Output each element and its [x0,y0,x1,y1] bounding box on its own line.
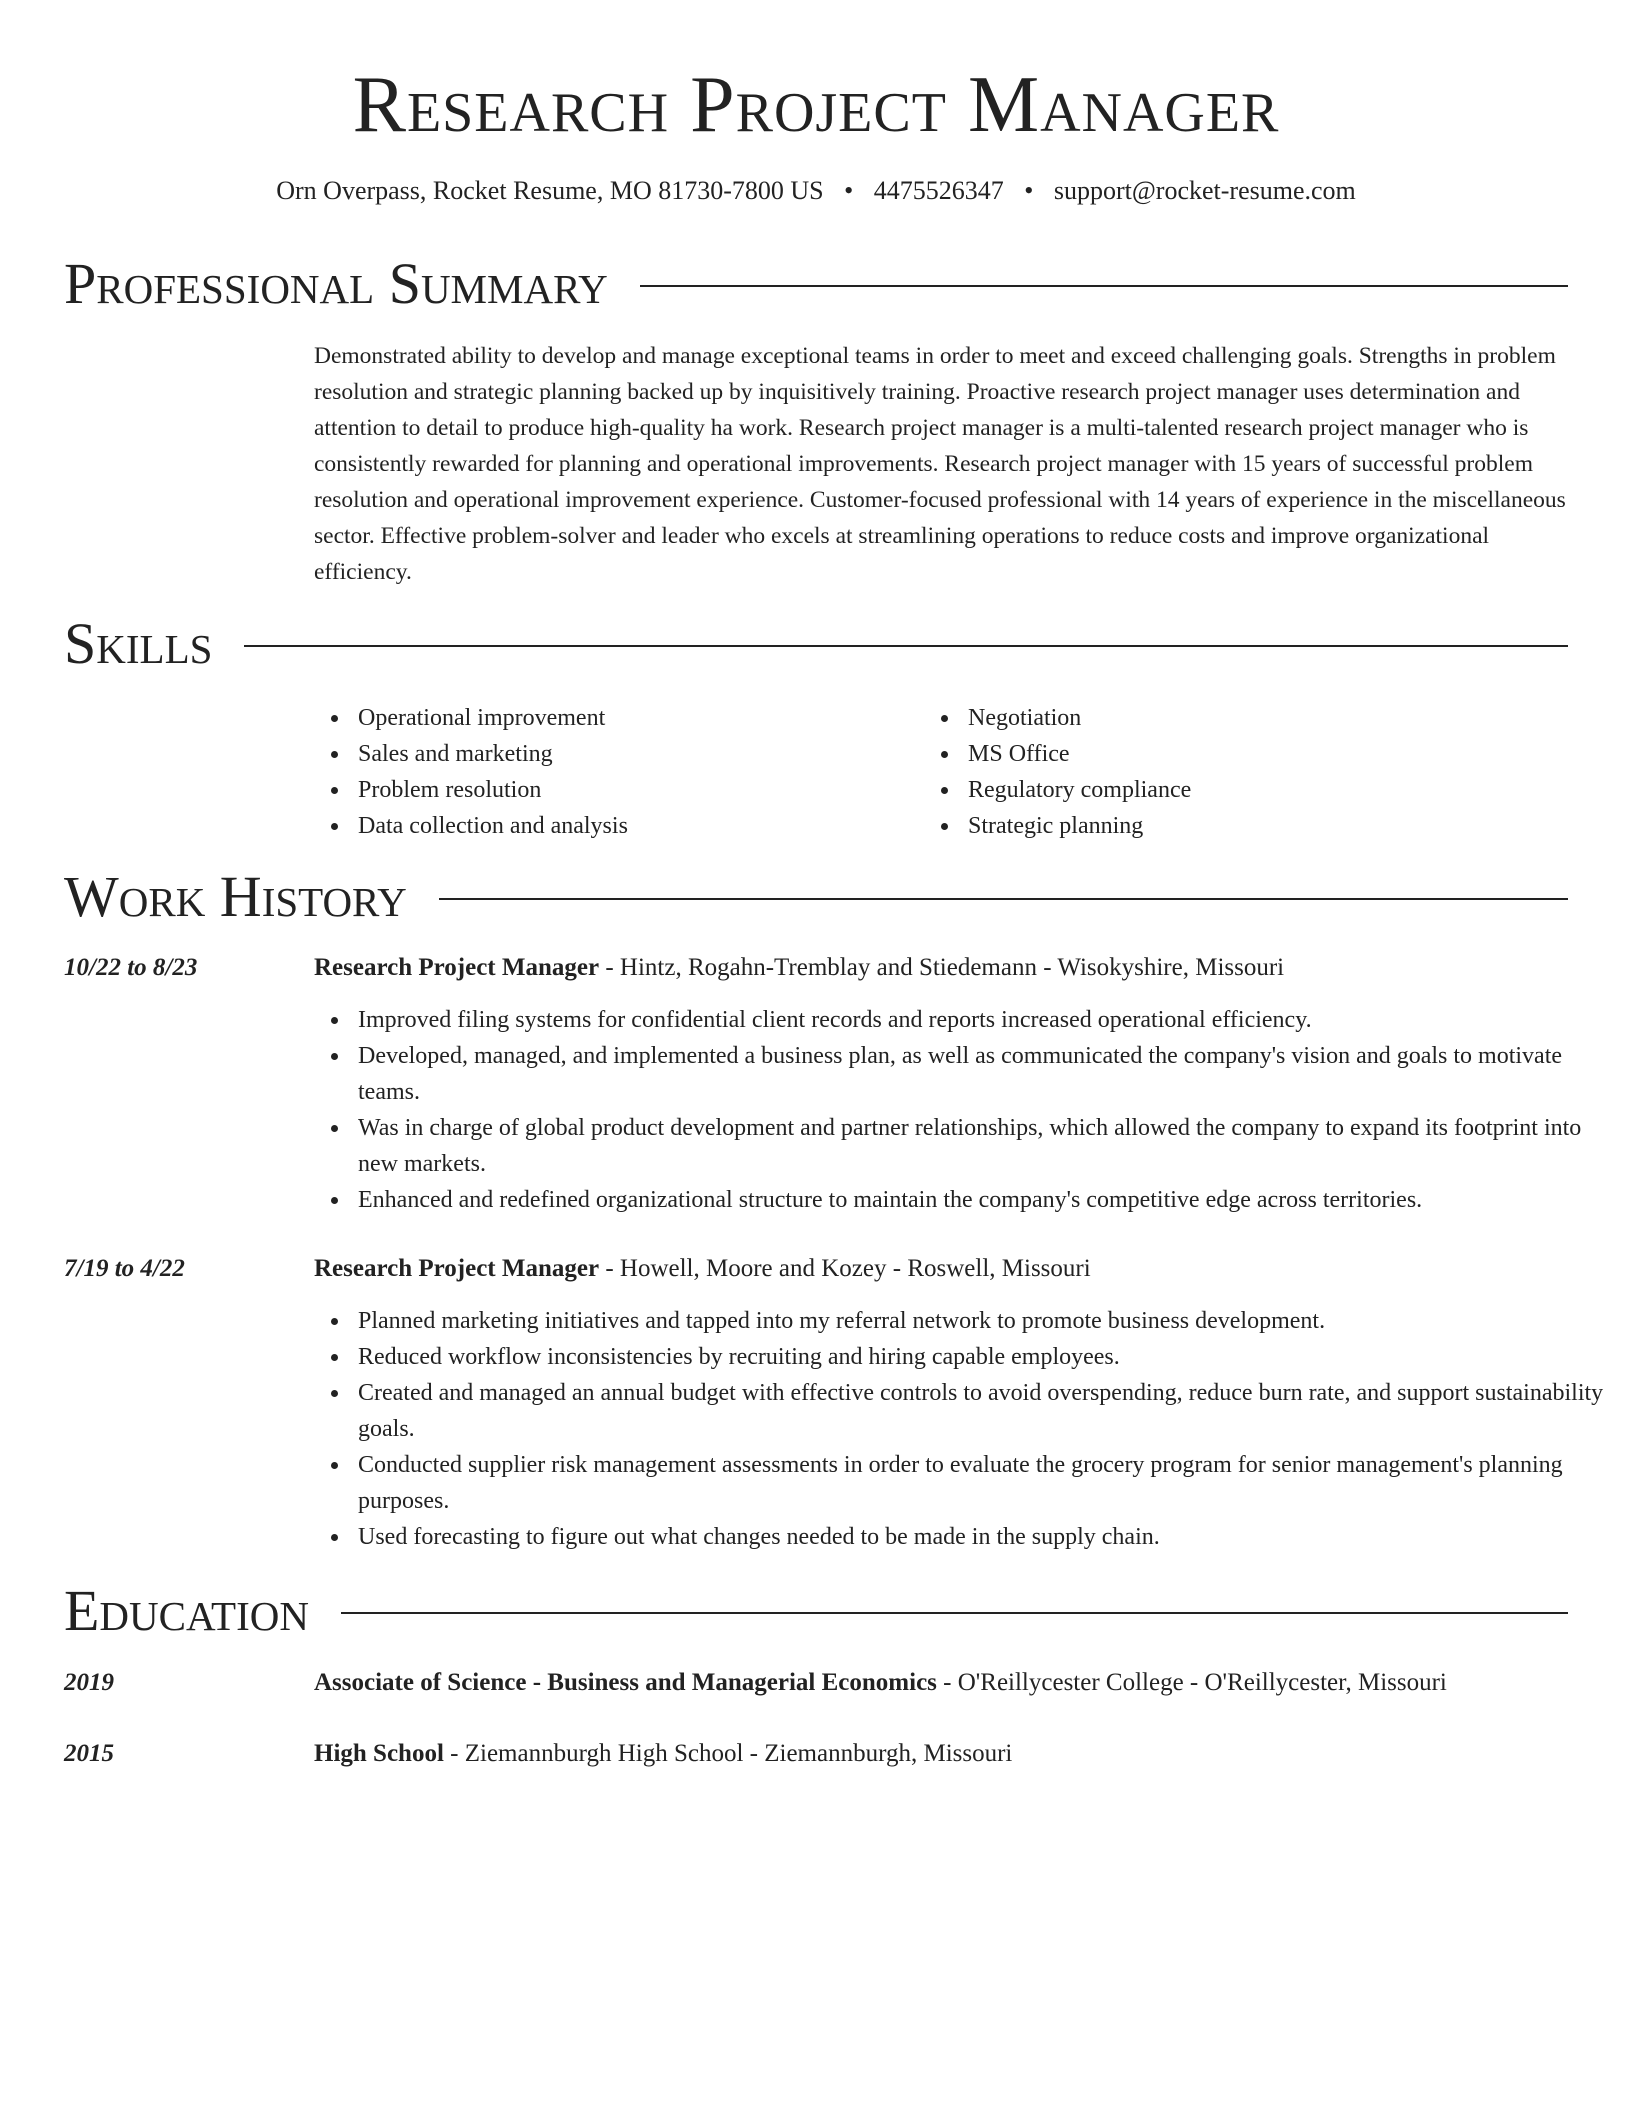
section-divider [244,645,1568,647]
job-bullet: Developed, managed, and implemented a business plan, as well as communicated the company's vision and goals to motivate teams. [358,1038,1612,1110]
job-title-line [314,1251,1574,1287]
resume-name: Research Project Manager [352,61,1280,149]
section-divider [439,898,1568,900]
work-section-title: Work History [64,864,407,929]
job-bullet: Used forecasting to figure out what changes needed to be made in the supply chain. [358,1519,1612,1555]
summary-section-header [64,249,1568,319]
job-employer: - Hintz, Rogahn-Tremblay and Stiedemann - Wisokyshire, Missouri [599,954,1285,981]
skills-list-left [314,700,628,844]
contact-phone: 4475526347 [873,176,1004,205]
contact-address: Orn Overpass, Rocket Resume, MO 81730-7800 US [276,176,824,205]
skill-item: Negotiation [968,700,1191,736]
section-divider [341,1612,1568,1614]
education-degree: Associate of Science - Business and Managerial Economics [314,1669,937,1696]
education-section-title: Education [64,1578,309,1643]
skill-item: Operational improvement [358,700,628,736]
education-school: - Ziemannburgh High School - Ziemannburgh, Missouri [443,1740,1013,1767]
education-line [314,1736,1574,1772]
skill-item: Data collection and analysis [358,808,628,844]
job-bullet: Was in charge of global product development and partner relationships, which allowed the company to expand its footprint into new markets. [358,1110,1612,1182]
education-year: 2019 [64,1669,114,1696]
job-title-line [314,950,1574,986]
skills-section-header [64,609,1568,679]
contact-separator: • [1024,176,1034,205]
education-year: 2015 [64,1740,114,1767]
contact-separator: • [844,176,854,205]
skill-item: Strategic planning [968,808,1191,844]
section-divider [640,285,1568,287]
work-section-header [64,862,1568,932]
job-bullet: Reduced workflow inconsistencies by recruiting and hiring capable employees. [358,1339,1612,1375]
job-bullet: Improved filing systems for confidential client records and reports increased operational efficiency. [358,1002,1612,1038]
contact-email: support@rocket-resume.com [1053,176,1356,205]
summary-text: Demonstrated ability to develop and manage exceptional teams in order to meet and exceed challenging goals. Strengths in problem resolution and strategic planning backed up by inquisitively training. Proactive research project manager uses determination and attention to detail to produce high-quality ha work. Research project manager is a multi-talented research project manager who is consistently rewarded for planning and operational improvements. Research project manager with 15 years of successful problem resolution and operational improvement experience. Customer-focused professional with 14 years of experience in the miscellaneous sector. Effective problem-solver and leader who excels at streamlining operations to reduce costs and improve organizational efficiency. [314,343,1566,585]
job-dates: 7/19 to 4/22 [64,1255,185,1282]
skill-item: MS Office [968,736,1191,772]
skills-list-right [924,700,1191,844]
contact-line [0,174,1632,208]
job-bullet: Enhanced and redefined organizational structure to maintain the company's competitive edge across territories. [358,1182,1612,1218]
summary-section-title: Professional Summary [64,251,608,316]
education-degree: High School [314,1740,444,1767]
job-role: Research Project Manager [314,954,600,981]
education-school: - O'Reillycester College - O'Reillycester, Missouri [936,1669,1447,1696]
job-dates: 10/22 to 8/23 [64,954,198,981]
job-bullets [314,1303,1612,1555]
job-bullet: Conducted supplier risk management assessments in order to evaluate the grocery program for senior management's planning purposes. [358,1447,1612,1519]
job-bullets [314,1002,1612,1218]
skill-item: Regulatory compliance [968,772,1191,808]
job-bullet: Created and managed an annual budget with effective controls to avoid overspending, reduce burn rate, and support sustainability goals. [358,1375,1612,1447]
skill-item: Problem resolution [358,772,628,808]
job-bullet: Planned marketing initiatives and tapped into my referral network to promote business development. [358,1303,1612,1339]
education-section-header [64,1576,1568,1646]
job-employer: - Howell, Moore and Kozey - Roswell, Missouri [599,1255,1091,1282]
job-role: Research Project Manager [314,1255,600,1282]
skills-section-title: Skills [64,611,213,676]
skill-item: Sales and marketing [358,736,628,772]
education-line [314,1665,1574,1701]
